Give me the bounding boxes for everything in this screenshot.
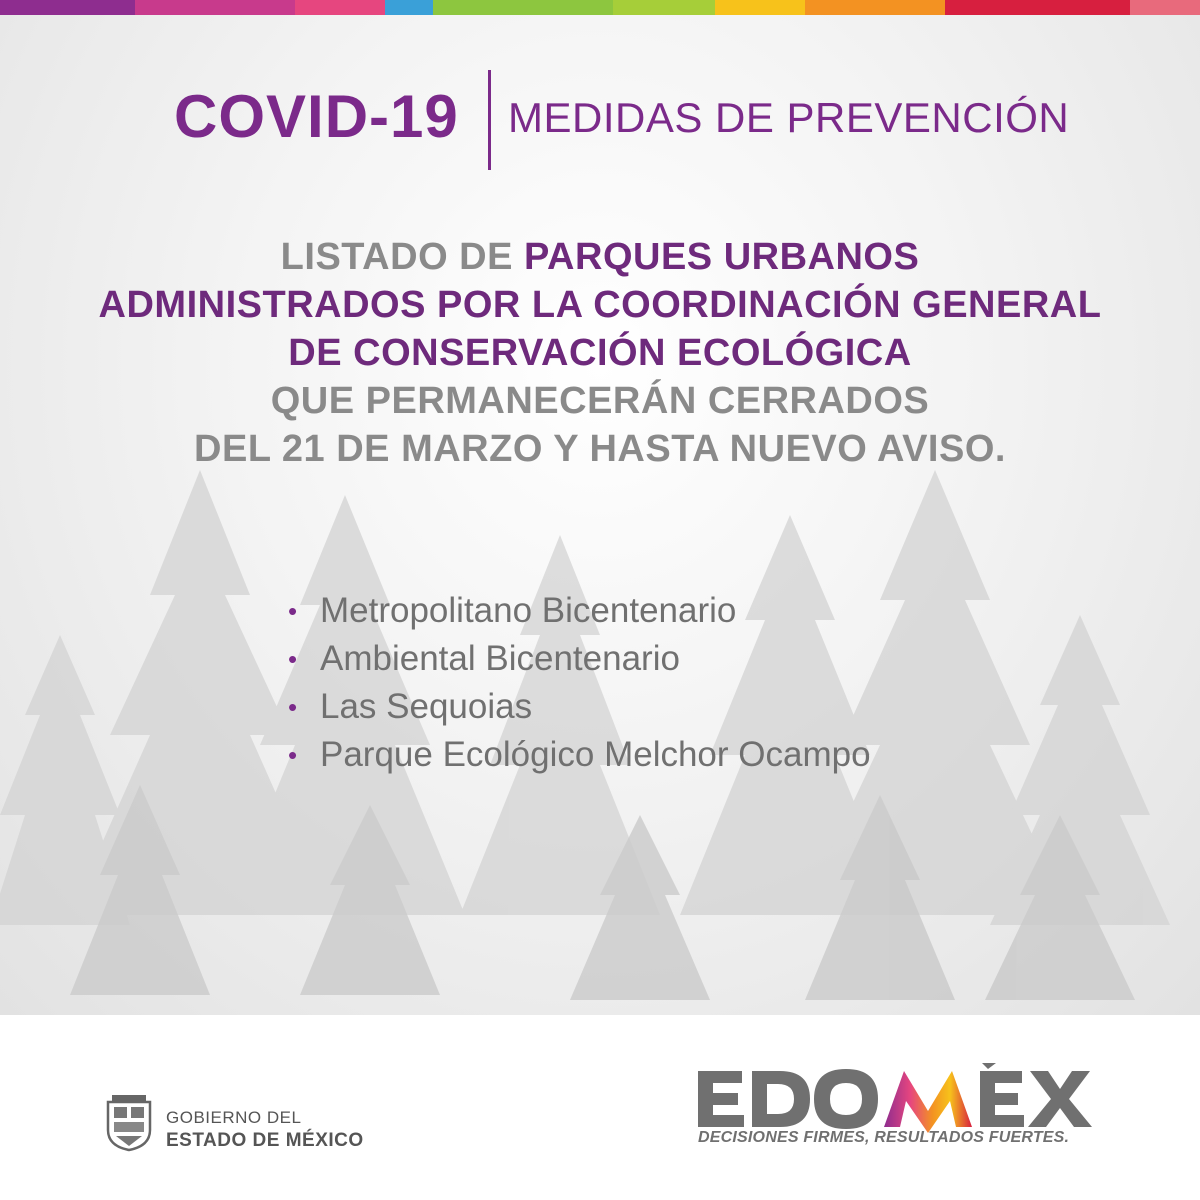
- bullet-icon: •: [288, 596, 298, 626]
- poster: [0, 15, 1200, 1015]
- footer: [0, 1015, 1200, 1200]
- header: [0, 70, 1200, 170]
- color-strip-segment: [295, 0, 385, 15]
- list-item: [288, 683, 871, 731]
- color-strip-segment: [0, 0, 135, 15]
- section-title: MEDIDAS DE PREVENCIÓN: [508, 94, 1070, 141]
- park-name: Parque Ecológico Melchor Ocampo: [320, 735, 871, 774]
- headline-line: DEL 21 DE MARZO Y HASTA NUEVO AVISO.: [194, 428, 1006, 470]
- color-strip-segment: [805, 0, 945, 15]
- headline-purple-text: PARQUES URBANOS: [524, 236, 920, 278]
- government-logo: [100, 1090, 370, 1170]
- list-item: [288, 731, 871, 779]
- park-name: Las Sequoias: [320, 687, 533, 726]
- state-seal-icon: [104, 1094, 154, 1152]
- color-strip-segment: [613, 0, 715, 15]
- edomex-logo: [692, 1063, 1102, 1163]
- header-divider: [488, 70, 491, 170]
- bullet-icon: •: [288, 692, 298, 722]
- color-strip-segment: [433, 0, 613, 15]
- park-name: Ambiental Bicentenario: [320, 639, 680, 678]
- headline-line: QUE PERMANECERÁN CERRADOS: [270, 380, 930, 422]
- tagline: DECISIONES FIRMES, RESULTADOS FUERTES.: [698, 1129, 1070, 1146]
- color-strip-segment: [715, 0, 805, 15]
- gov-line-2: ESTADO DE MÉXICO: [166, 1130, 364, 1151]
- covid-title: COVID-19: [174, 83, 459, 150]
- headline-line: [0, 233, 1200, 281]
- headline: [0, 233, 1200, 473]
- edomex-wordmark: [692, 1063, 1102, 1133]
- headline-line: DE CONSERVACIÓN ECOLÓGICA: [288, 332, 912, 374]
- bullet-icon: •: [288, 644, 298, 674]
- color-strip-segment: [135, 0, 295, 15]
- headline-gray-text: LISTADO DE: [280, 236, 525, 278]
- color-strip: [0, 0, 1200, 15]
- park-list: [288, 587, 871, 779]
- park-name: Metropolitano Bicentenario: [320, 591, 737, 630]
- gov-line-1: GOBIERNO DEL: [166, 1108, 302, 1127]
- list-item: [288, 635, 871, 683]
- list-item: [288, 587, 871, 635]
- bullet-icon: •: [288, 740, 298, 770]
- color-strip-segment: [1130, 0, 1200, 15]
- color-strip-segment: [385, 0, 433, 15]
- headline-line: ADMINISTRADOS POR LA COORDINACIÓN GENERAL: [98, 284, 1102, 326]
- color-strip-segment: [945, 0, 1130, 15]
